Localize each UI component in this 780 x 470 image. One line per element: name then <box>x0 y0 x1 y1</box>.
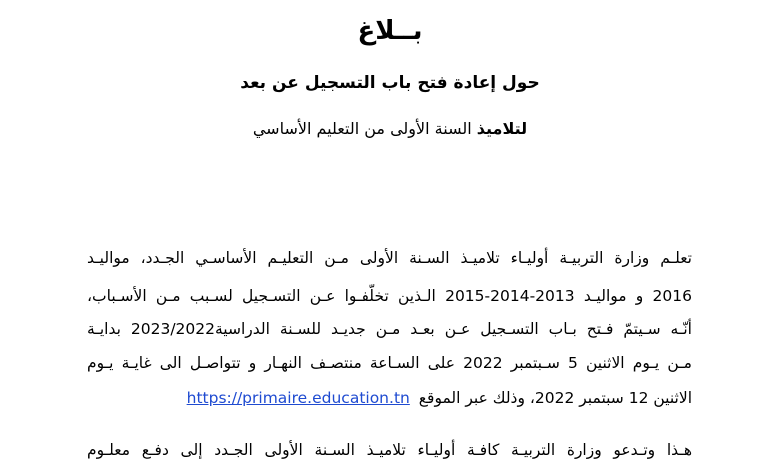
document-subtitle: حول إعادة فتح باب التسجيل عن بعد <box>240 73 540 93</box>
document-title: بــلاغ <box>357 16 423 46</box>
paragraph1-line4: مـن يـوم الاثنين 5 سـبتمبر 2022 على السـاعة منتصـف النهـار و تتواصـل الى غايـة يـوم <box>87 354 692 372</box>
paragraph2-line1: هـذا وتـدعو وزارة التربيـة كافـة أوليـاء تلاميـذ السـنة الأولى الجـدد إلى دفـع معلـوم <box>87 441 692 459</box>
paragraph1-line5-text: الاثنين 12 سبتمبر 2022، وذلك عبر الموقع <box>418 389 692 407</box>
paragraph1-line2: 2016 و مواليـد 2013-2014-2015 الـذين تخلّفـوا عـن التسـجيل لسـبب مـن الأسـباب، <box>87 287 692 305</box>
registration-site-link[interactable]: https://primaire.education.tn <box>186 389 410 407</box>
document-audience <box>0 116 780 142</box>
paragraph1-line3: أنّـه سـيتمّ فـتح بـاب التسـجيل عـن بعـد مـن جديـد للسـنة الدراسية2023/2022 بدايـة <box>87 320 692 338</box>
paragraph1-line5 <box>87 386 692 410</box>
audience-bold-word: لتلاميذ <box>476 119 528 138</box>
audience-rest: السنة الأولى من التعليم الأساسي <box>252 119 472 138</box>
paragraph1-line1: تعلـم وزارة التربيـة أوليـاء تلاميـذ السـنة الأولى مـن التعليـم الأساسـي الجـدد، مواليـد <box>87 249 692 267</box>
